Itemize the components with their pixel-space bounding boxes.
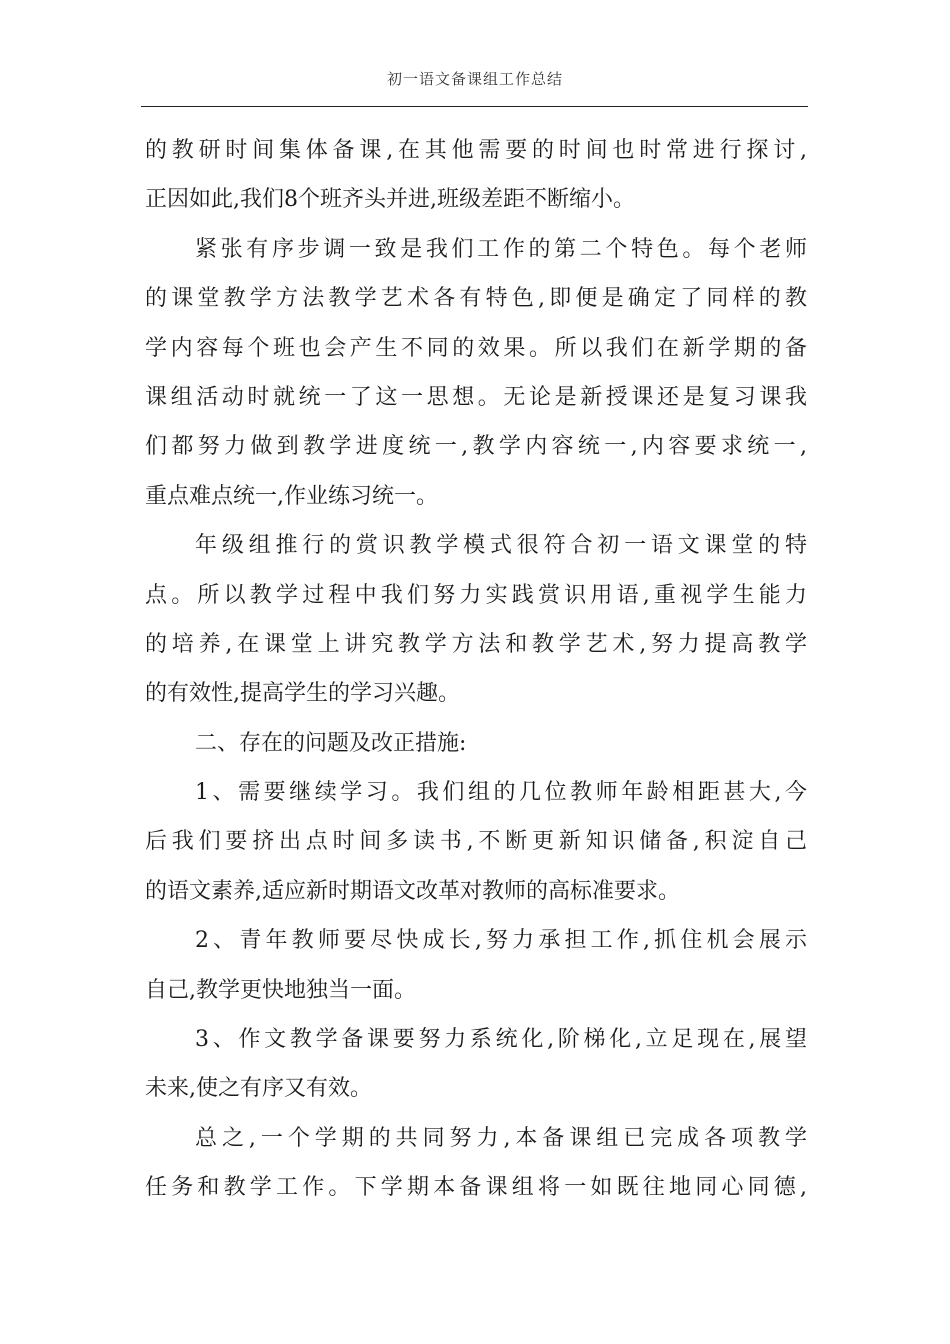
- text-line: 们都努力做到教学进度统一,教学内容统一,内容要求统一,: [145, 434, 807, 460]
- text-line: 1、需要继续学习。我们组的几位教师年龄相距甚大,今: [195, 780, 807, 806]
- text-line: 2、青年教师要尽快成长,努力承担工作,抓住机会展示: [195, 928, 807, 954]
- text-line: 的教研时间集体备课,在其他需要的时间也时常进行探讨,: [145, 138, 807, 163]
- text-line: 学内容每个班也会产生不同的效果。所以我们在新学期的备: [145, 335, 807, 361]
- text-line: 后我们要挤出点时间多读书,不断更新知识储备,积淀自己: [145, 829, 807, 855]
- text-line: 课组活动时就统一了这一思想。无论是新授课还是复习课我: [145, 384, 807, 410]
- text-line: 重点难点统一,作业练习统一。: [145, 483, 438, 509]
- text-line: 未来,使之有序又有效。: [145, 1076, 372, 1102]
- text-line: 任务和教学工作。下学期本备课组将一如既往地同心同德,: [145, 1175, 807, 1201]
- text-line: 的培养,在课堂上讲究教学方法和教学艺术,努力提高教学: [145, 631, 807, 657]
- text-line: 自己,教学更快地独当一面。: [145, 977, 416, 1003]
- header-divider: [141, 106, 808, 107]
- text-line: 的有效性,提高学生的学习兴趣。: [145, 681, 460, 707]
- text-line: 总之,一个学期的共同努力,本备课组已完成各项教学: [195, 1125, 807, 1151]
- text-line: 的课堂教学方法教学艺术各有特色,即便是确定了同样的教: [145, 286, 807, 312]
- text-line: 3、作文教学备课要努力系统化,阶梯化,立足现在,展望: [195, 1027, 807, 1053]
- text-line: 二、存在的问题及改正措施:: [195, 730, 467, 756]
- text-line: 的语文素养,适应新时期语文改革对教师的高标准要求。: [145, 878, 680, 904]
- text-line: 年级组推行的赏识教学模式很符合初一语文课堂的特: [195, 533, 807, 559]
- text-line: 正因如此,我们8个班齐头并进,班级差距不断缩小。: [145, 187, 635, 213]
- text-line: 点。所以教学过程中我们努力实践赏识用语,重视学生能力: [145, 582, 807, 608]
- page-header-title: 初一语文备课组工作总结: [386, 70, 563, 88]
- document-body: [145, 126, 807, 1213]
- text-line: 紧张有序步调一致是我们工作的第二个特色。每个老师: [195, 236, 807, 262]
